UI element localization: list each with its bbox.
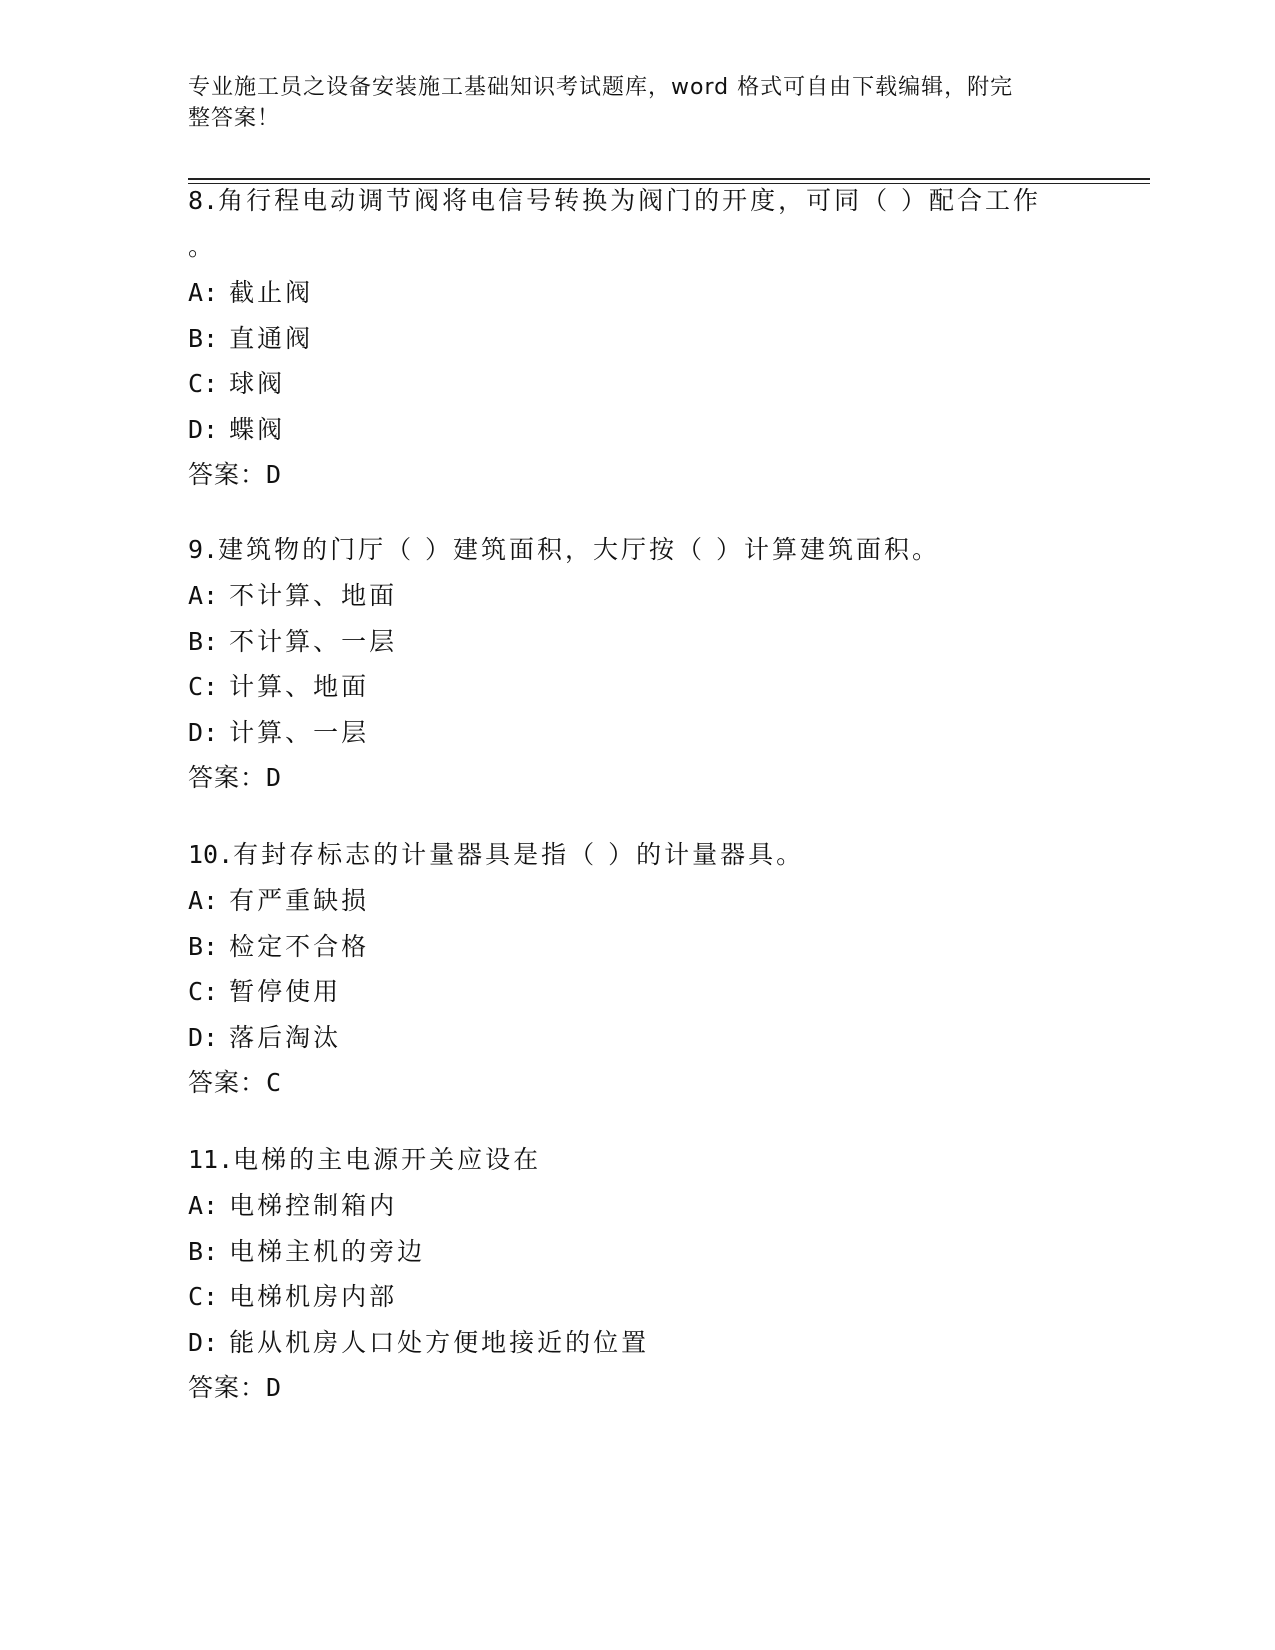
option-letter: D: [188, 1022, 219, 1052]
answer-label: 答案： [188, 460, 267, 489]
option-d [188, 710, 1088, 756]
answer-line [188, 452, 1088, 498]
option-letter: C: [188, 369, 219, 398]
header-line-1: 专业施工员之设备安装施工基础知识考试题库，word 格式可自由下载编辑，附完 [188, 75, 1014, 100]
question-stem: 角行程电动调节阀将电信号转换为阀门的开度，可同（ ）配合工作 [218, 186, 1042, 215]
option-letter: C: [188, 1282, 219, 1311]
question-text [188, 178, 1088, 224]
question-stem: 有封存标志的计量器具是指（ ）的计量器具。 [233, 840, 805, 869]
option-text: 截止阀 [229, 278, 314, 307]
option-text: 不计算、一层 [229, 626, 398, 656]
question-number: 11. [188, 1145, 234, 1174]
answer-label: 答案： [188, 763, 267, 792]
option-c [188, 664, 1088, 710]
option-text: 电梯主机的旁边 [229, 1236, 426, 1266]
option-text: 电梯控制箱内 [229, 1191, 398, 1220]
question-text [188, 1137, 1088, 1183]
option-c [188, 361, 1088, 407]
option-text: 蝶阀 [229, 414, 286, 444]
header-line-2: 整答案！ [188, 106, 281, 131]
option-a [188, 1183, 1088, 1229]
question-text-continued: 。 [188, 232, 217, 261]
option-d [188, 407, 1088, 453]
option-text: 暂停使用 [229, 977, 342, 1006]
option-letter: B: [188, 1236, 219, 1266]
option-letter: C: [188, 672, 219, 701]
option-a [188, 573, 1088, 619]
question-number: 8. [188, 186, 219, 215]
question-9 [188, 527, 1088, 801]
question-10 [188, 832, 1088, 1106]
question-stem: 电梯的主电源开关应设在 [233, 1145, 542, 1174]
option-letter: B: [188, 323, 219, 353]
question-number: 9. [188, 535, 219, 564]
document-header [188, 72, 1068, 134]
option-letter: D: [188, 1327, 219, 1357]
answer-label: 答案： [188, 1373, 267, 1402]
question-8 [188, 178, 1088, 498]
option-a [188, 878, 1088, 924]
option-text: 计算、地面 [229, 672, 370, 701]
option-letter: A: [188, 278, 219, 307]
option-letter: B: [188, 931, 219, 961]
answer-line [188, 1060, 1088, 1106]
option-b [188, 924, 1088, 970]
option-text: 落后淘汰 [229, 1022, 342, 1052]
option-letter: B: [188, 626, 219, 656]
answer-label: 答案： [188, 1068, 267, 1097]
option-b [188, 316, 1088, 362]
option-letter: A: [188, 581, 219, 610]
option-b [188, 1229, 1088, 1275]
option-text: 能从机房人口处方便地接近的位置 [229, 1327, 650, 1357]
option-c [188, 1274, 1088, 1320]
option-text: 有严重缺损 [229, 886, 370, 915]
option-a [188, 270, 1088, 316]
answer-value: D [266, 460, 283, 489]
option-text: 计算、一层 [229, 717, 370, 747]
answer-line [188, 1365, 1088, 1411]
option-letter: D: [188, 414, 219, 444]
answer-value: D [266, 763, 283, 792]
option-c [188, 969, 1088, 1015]
option-letter: A: [188, 1191, 219, 1220]
answer-value: C [266, 1068, 283, 1097]
option-text: 直通阀 [229, 323, 314, 353]
option-text: 检定不合格 [229, 931, 370, 961]
option-text: 球阀 [229, 369, 286, 398]
option-letter: A: [188, 886, 219, 915]
question-11 [188, 1137, 1088, 1411]
option-text: 电梯机房内部 [229, 1282, 398, 1311]
option-letter: D: [188, 717, 219, 747]
option-d [188, 1320, 1088, 1366]
question-text [188, 527, 1088, 573]
answer-value: D [266, 1373, 283, 1402]
option-text: 不计算、地面 [229, 581, 398, 610]
question-text [188, 832, 1088, 878]
option-d [188, 1015, 1088, 1061]
answer-line [188, 755, 1088, 801]
question-stem: 建筑物的门厅（ ）建筑面积，大厅按（ ）计算建筑面积。 [218, 535, 941, 564]
option-b [188, 619, 1088, 665]
question-number: 10. [188, 840, 234, 869]
option-letter: C: [188, 977, 219, 1006]
